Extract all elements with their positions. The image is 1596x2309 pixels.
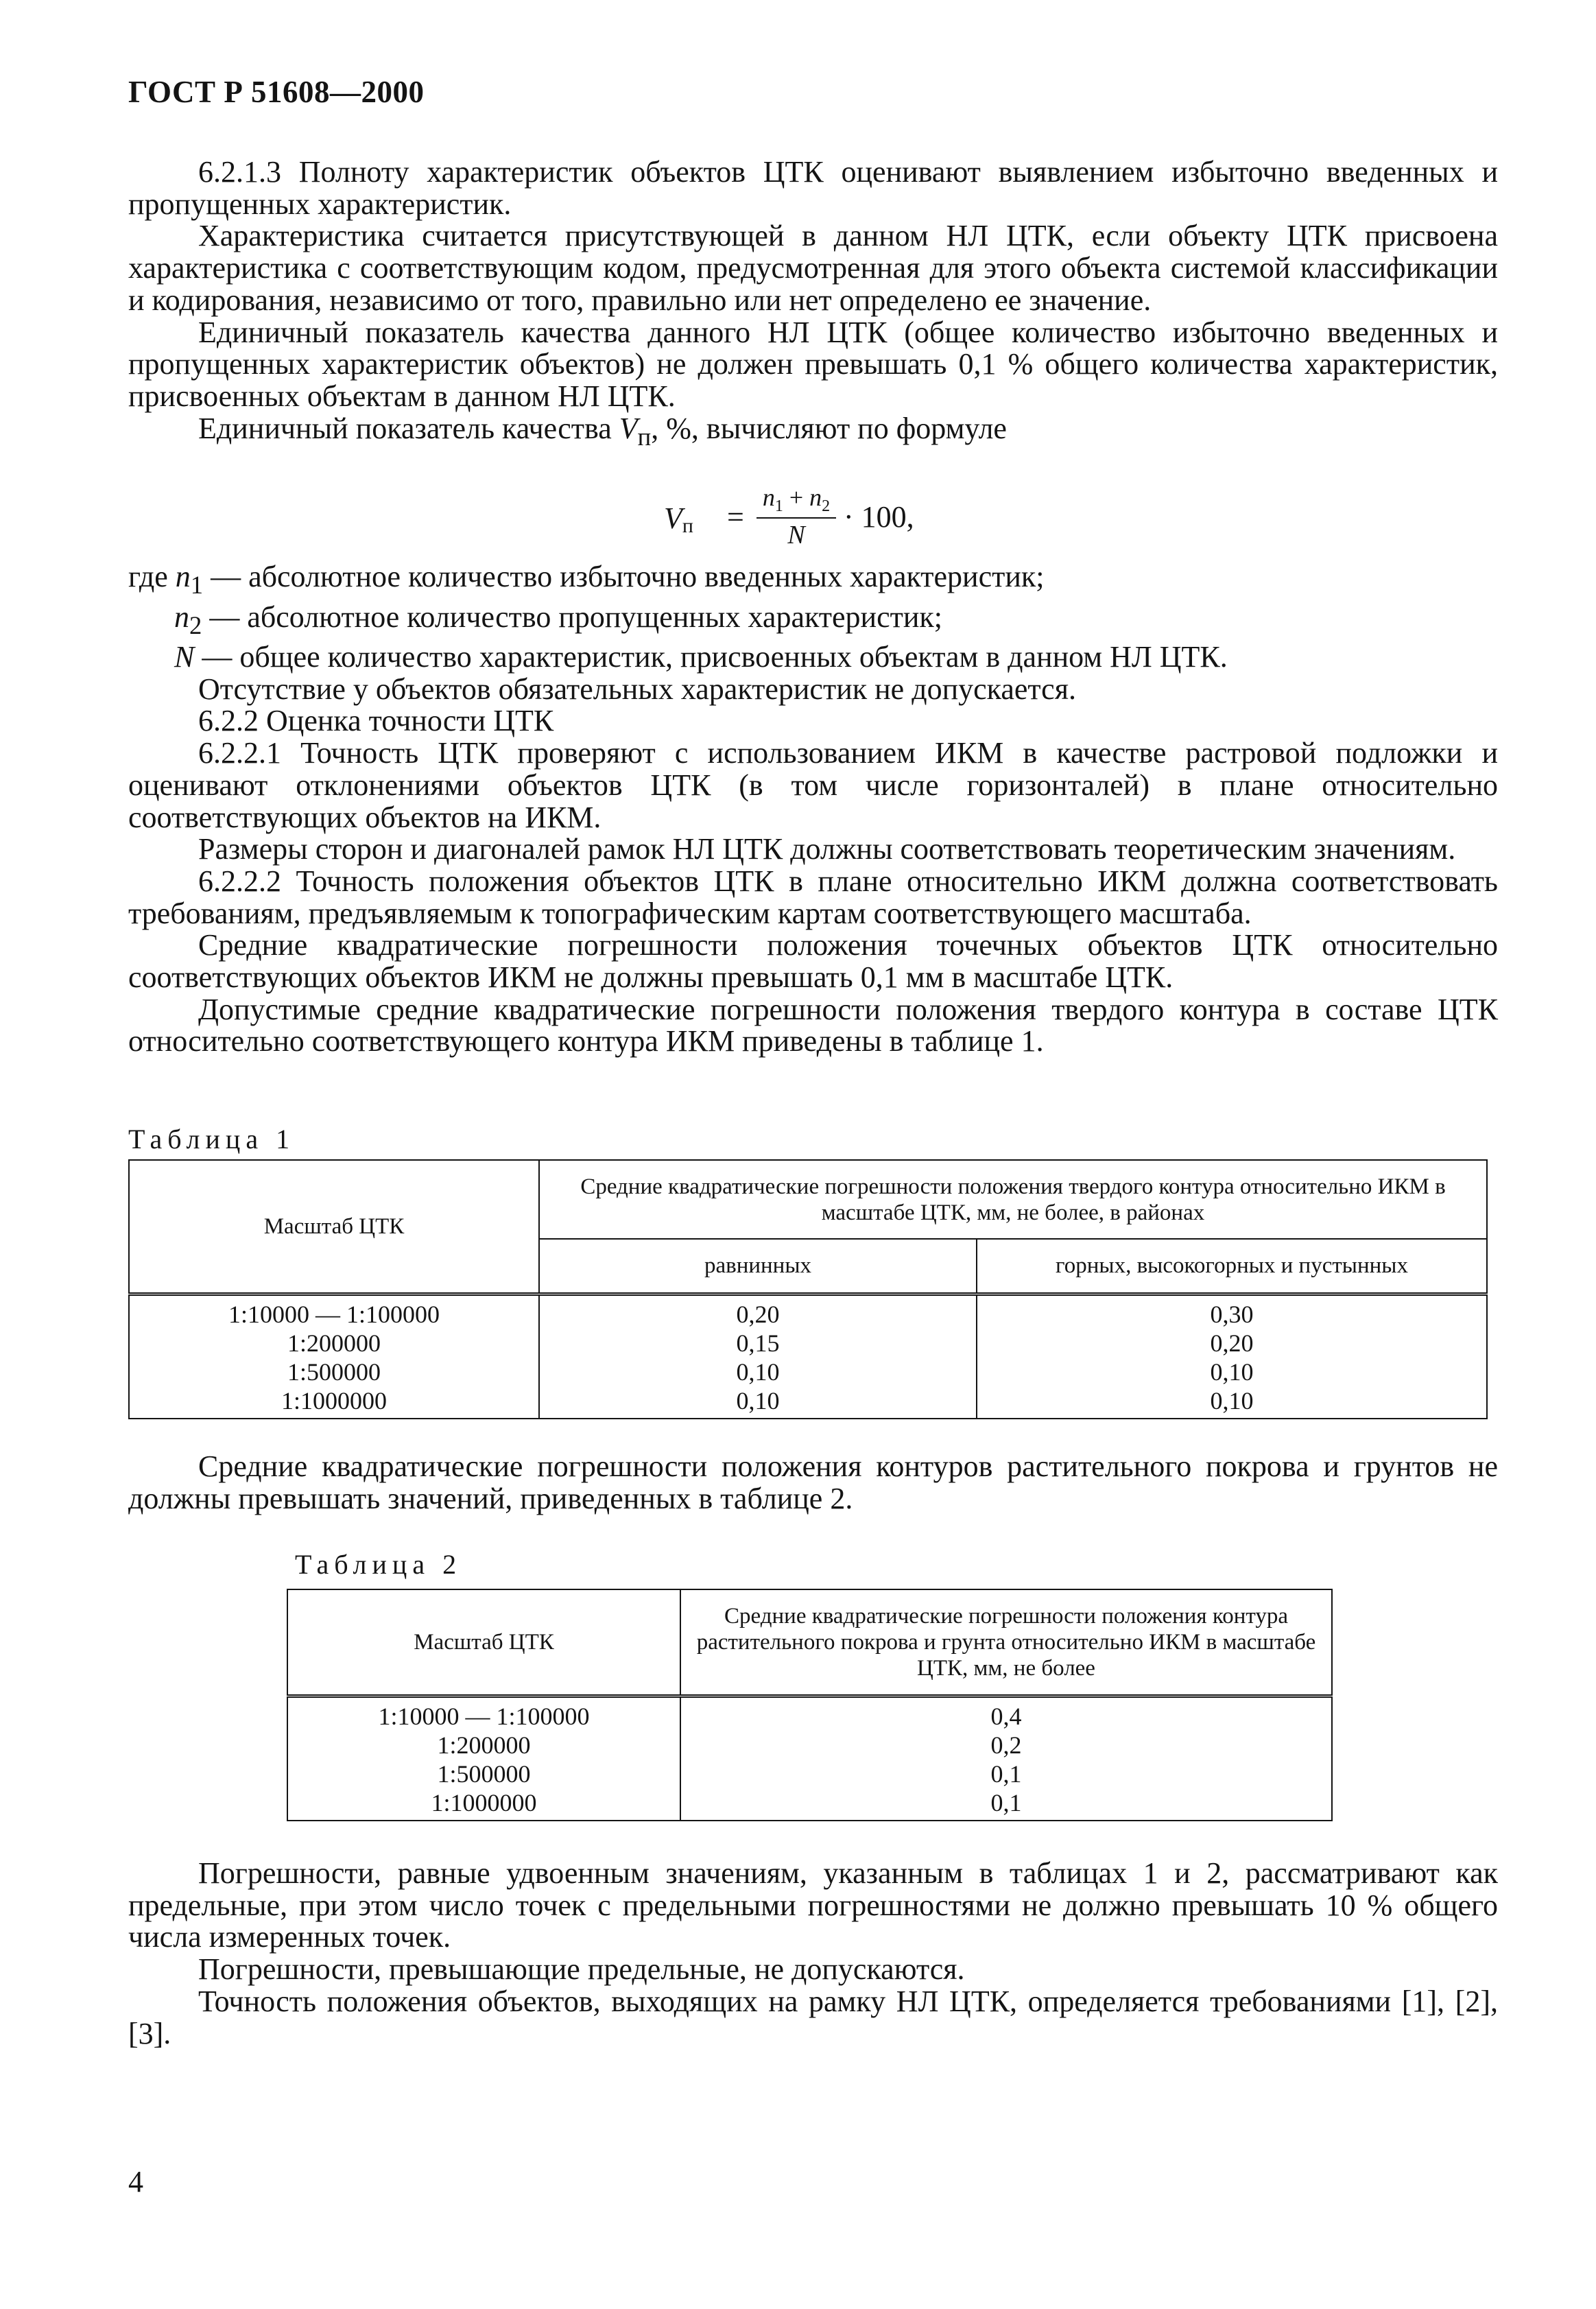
legend-n2: $n_2$ — абсолютное количество пропущенных характеристик; <box>174 600 942 639</box>
table2-caption: Таблица 2 <box>295 1549 462 1580</box>
table2-header-scale: Масштаб ЦТК <box>287 1589 680 1696</box>
paragraph-6-2-2-2: 6.2.2.2 Точность положения объектов ЦТК в плане относительно ИКМ должна соответствовать требованиям, предъявляемым к топографическим картам соответствующего масштаба. <box>128 864 1498 930</box>
table2-scales-cell: 1:10000 — 1:100000 1:200000 1:500000 1:1000000 <box>287 1696 680 1821</box>
paragraph-exceeding-errors: Погрешности, превышающие предельные, не допускаются. <box>198 1952 965 1987</box>
table1-scales-cell: 1:10000 — 1:100000 1:200000 1:500000 1:1000000 <box>129 1294 539 1419</box>
paragraph-6-2-2-1: 6.2.2.1 Точность ЦТК проверяют с использованием ИКМ в качестве растровой подложки и оценивают отклонениями объектов ЦТК (в том числе горизонталей) в плане относительно соответствующих объектов на ИКМ. <box>128 736 1498 834</box>
table1-caption: Таблица 1 <box>128 1124 296 1154</box>
paragraph-formula-intro: Единичный показатель качества $V_п$, %, вычисляют по формуле <box>198 411 1007 451</box>
table1-mountain-cell: 0,30 0,20 0,10 0,10 <box>977 1294 1487 1419</box>
paragraph-vegetation-contours: Средние квадратические погрешности положения контуров растительного покрова и грунтов не должны превышать значений, приведенных в таблице 2. <box>128 1449 1498 1515</box>
formula-numerator: $n_1 + n_2$ <box>762 484 831 516</box>
paragraph-point-objects: Средние квадратические погрешности положения точечных объектов ЦТК относительно соответствующих объектов ИКМ не должны превышать 0,1 мм в масштабе ЦТК. <box>128 928 1498 995</box>
formula-denominator: N <box>787 521 805 549</box>
table1-header-group: Средние квадратические погрешности положения твердого контура относительно ИКМ в масштабе ЦТК, мм, не более, в районах <box>539 1160 1487 1239</box>
paragraph-quality-indicator: Единичный показатель качества данного НЛ ЦТК (общее количество избыточно введенных и пропущенных характеристик объектов) не должен превышать 0,1 % общего количества характеристик, присвоенных объектам в данном НЛ ЦТК. <box>128 315 1498 413</box>
table1 <box>128 1159 1488 1419</box>
formula-lhs: $V_п$ <box>664 501 693 537</box>
table1-header-mountain: горных, высокогорных и пустынных <box>977 1239 1487 1294</box>
page-number: 4 <box>128 2165 143 2199</box>
table1-plain-cell: 0,20 0,15 0,10 0,10 <box>539 1294 977 1419</box>
document-header: ГОСТ Р 51608—2000 <box>128 75 425 109</box>
formula <box>664 479 1007 561</box>
table2-errors-cell: 0,4 0,2 0,1 0,1 <box>680 1696 1332 1821</box>
paragraph-characteristic-definition: Характеристика считается присутствующей в данном НЛ ЦТК, если объекту ЦТК присвоена характеристика с соответствующим кодом, предусмотренная для этого объекта системой классификации и кодирования, независимо от того, правильно или нет определено ее значение. <box>128 219 1498 317</box>
section-between <box>128 1451 1498 1515</box>
paragraph-limit-errors: Погрешности, равные удвоенным значениям, указанным в таблицах 1 и 2, рассматривают как предельные, при этом число точек с предельными погрешностями не должно превышать 10 % общего числа измеренных точек. <box>128 1856 1498 1954</box>
paragraph-6-2-1-3: 6.2.1.3 Полноту характеристик объектов ЦТК оценивают выявлением избыточно введенных и пропущенных характеристик. <box>128 155 1498 221</box>
heading-6-2-2: 6.2.2 Оценка точности ЦТК <box>198 704 554 738</box>
table2 <box>287 1589 1333 1821</box>
formula-equals: = <box>727 500 744 534</box>
section-bottom <box>128 1858 1498 2050</box>
legend-n1: где $n_1$ — абсолютное количество избыточно введенных характеристик; <box>128 560 1045 599</box>
table1-header-plain: равнинных <box>539 1239 977 1294</box>
table2-header-error: Средние квадратические погрешности положения контура растительного покрова и грунта относительно ИКМ в масштабе ЦТК, мм, не более <box>680 1589 1332 1696</box>
paragraph-solid-contour: Допустимые средние квадратические погрешности положения твердого контура в составе ЦТК относительно соответствующего контура ИКМ приведены в таблице 1. <box>128 992 1498 1058</box>
section-legend <box>128 561 1498 1058</box>
section-top <box>128 156 1498 453</box>
legend-N: N — общее количество характеристик, присвоенных объектам в данном НЛ ЦТК. <box>174 640 1228 674</box>
paragraph-missing-characteristics: Отсутствие у объектов обязательных характеристик не допускается. <box>198 672 1076 706</box>
paragraph-frame-sizes: Размеры сторон и диагоналей рамок НЛ ЦТК должны соответствовать теоретическим значениям. <box>198 832 1456 866</box>
formula-fraction-bar <box>757 517 836 519</box>
formula-multiplier: · 100, <box>844 500 914 534</box>
paragraph-frame-objects: Точность положения объектов, выходящих на рамку НЛ ЦТК, определяется требованиями [1], [2], [3]. <box>128 1984 1498 2050</box>
table1-header-scale: Масштаб ЦТК <box>129 1160 539 1294</box>
